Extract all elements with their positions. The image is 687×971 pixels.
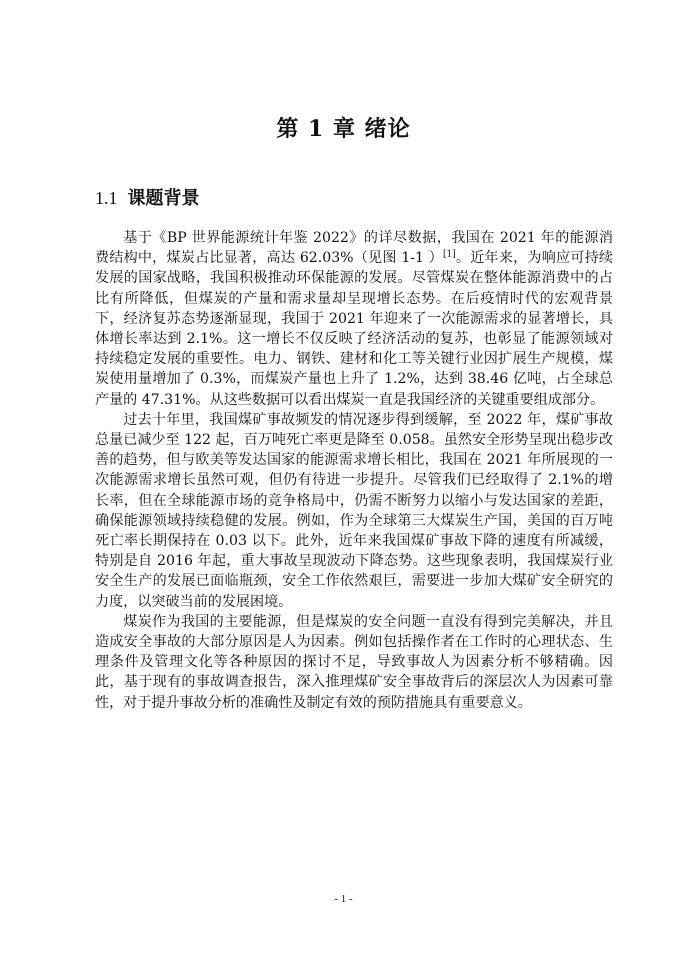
page-number: - 1 -: [334, 893, 353, 905]
paragraph-2: 过去十年里，我国煤矿事故频发的情况逐步得到缓解，至 2022 年，煤矿事故总量已减少至 122 起，百万吨死亡率更是降至 0.058。虽然安全形势呈现出稳步改善的趋势，但与欧美等发达国家的能源需求增长相比，我国在 2021 年所展现的一次能源需求增长虽然可观，但仍有待进一步提升。尽管我们已经取得了 2.1%的增长率，但在全球能源市场的竞争格局中，仍需不断努力以缩小与发达国家的差距，确保能源领域持续稳健的发展。例如，作为全球第三大煤炭生产国，美国的百万吨死亡率长期保持在 0.03 以下。此外，近年来我国煤矿事故下降的速度有所减缓，特别是自 2016 年起，重大事故呈现波动下降态势。这些现象表明，我国煤炭行业安全生产的发展已面临瓶颈，安全工作依然艰巨，需要进一步加大煤矿安全研究的力度，以突破当前的发展困境。: [95, 411, 613, 610]
paragraph-1: [95, 228, 613, 410]
body-text: [95, 228, 613, 713]
section-heading: [95, 184, 200, 210]
paragraph-1-text-b: 。近年来，为响应可持续发展的国家战略，我国积极推动环保能源的发展。尽管煤炭在整体能源消费中的占比有所降低，但煤炭的产量和需求量却呈现增长态势。在后疫情时代的宏观背景下，经济复苏态势逐渐显现，我国于 2021 年迎来了一次能源需求的显著增长，具体增长率达到 2.1%。这一增长不仅反映了经济活动的复苏，也彰显了能源领域对持续稳定发展的重要性。电力、钢铁、建材和化工等关键行业因扩展生产规模，煤炭使用量增加了 0.3%，而煤炭产量也上升了 1.2%，达到 38.46 亿吨，占全球总产量的 47.31%。从这些数据可以看出煤炭一直是我国经济的关键重要组成部分。: [95, 250, 613, 408]
chapter-title: 第 1 章 绪论: [276, 116, 411, 142]
section-title: 课题背景: [127, 188, 200, 209]
paragraph-1-text-a: 基于《BP 世界能源统计年鉴 2022》的详尽数据，我国在 2021 年的能源消费结构中，煤炭占比显著，高达 62.03%（见图 1-1 ）: [95, 230, 613, 267]
citation-ref: [1]: [443, 249, 456, 260]
section-number: 1.1: [95, 188, 118, 208]
paragraph-3: 煤炭作为我国的主要能源，但是煤炭的安全问题一直没有得到完美解决，并且造成安全事故的大部分原因是人为因素。例如包括操作者在工作时的心理状态、生理条件及管理文化等各种原因的探讨不足，导致事故人为因素分析不够精确。因此，基于现有的事故调查报告，深入推理煤矿安全事故背后的深层次人为因素可靠性，对于提升事故分析的准确性及制定有效的预防措施具有重要意义。: [95, 613, 613, 711]
